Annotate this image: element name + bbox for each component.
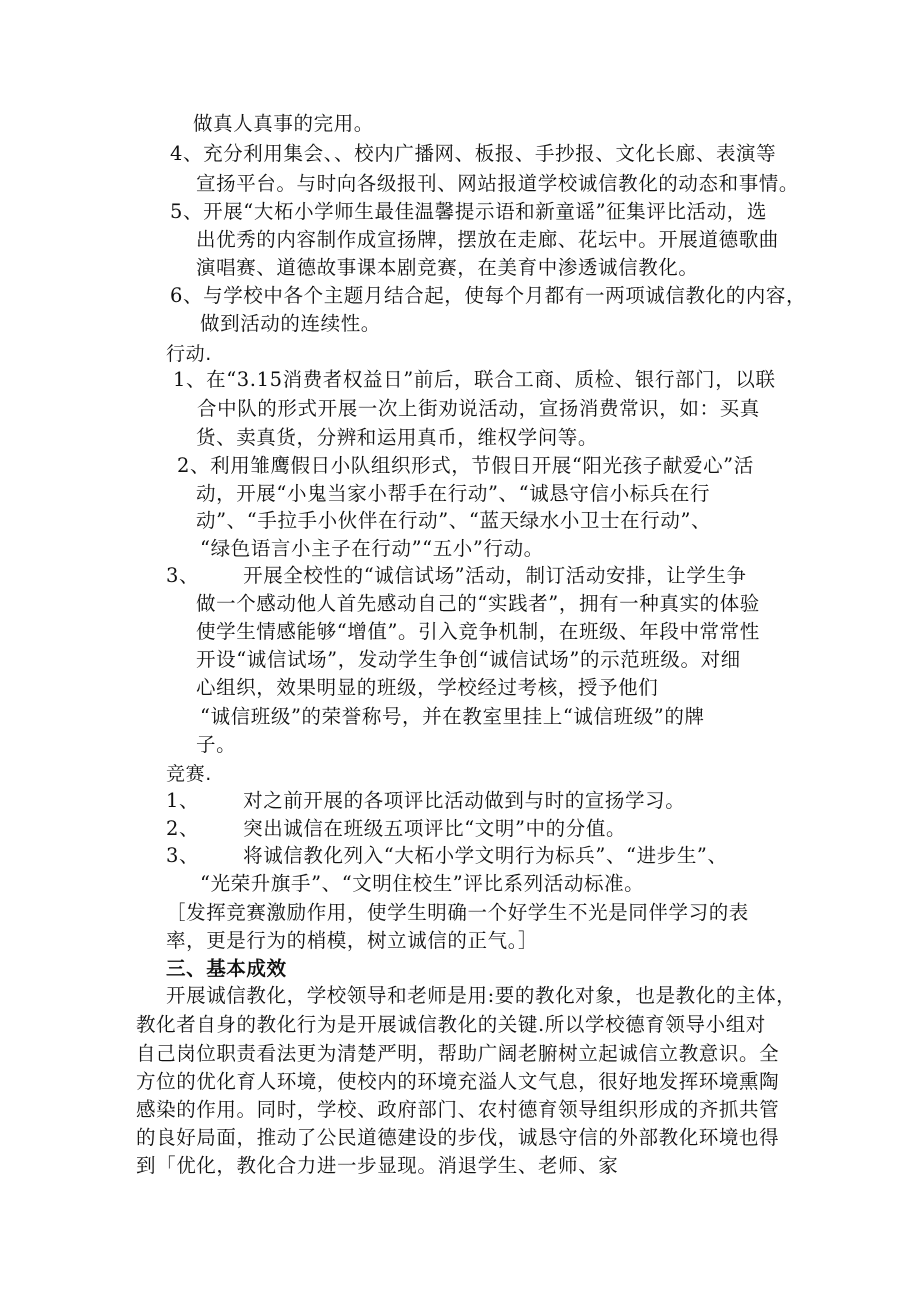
text-line: 宣扬平台。与时向各级报刊、网站报道学校诚信教化的动态和事情。	[196, 172, 800, 195]
section-heading-action: 行动.	[166, 343, 212, 365]
paragraph-line: 教化者自身的教化行为是开展诚信教化的关键.所以学校德育领导小组对	[136, 1013, 766, 1036]
text-line: 子。	[196, 733, 237, 756]
list-text: 将诚信教化列入“大柘小学文明行为标兵”、“进步生”、	[243, 844, 728, 867]
list-number: 1、	[166, 789, 200, 812]
text-line: 做真人真事的完用。	[193, 112, 374, 135]
text-line: “诚信班级”的荣誉称号，并在教室里挂上“诚信班级”的牌	[200, 705, 705, 728]
list-item-1: 1、在“3.15消费者权益日”前后，联合工商、质检、银行部门，以联	[173, 368, 776, 391]
text-line: 演唱赛、道德故事课本剧竞赛，在美育中渗透诚信教化。	[196, 256, 699, 279]
list-text: 对之前开展的各项评比活动做到与时的宣扬学习。	[243, 789, 686, 812]
paragraph-line: 的良好局面，推动了公民道德建设的步伐，诚恳守信的外部教化环境也得	[136, 1126, 780, 1149]
list-text: 开展全校性的“诚信试场”活动，制订活动安排，让学生争	[243, 564, 747, 587]
list-item-3	[166, 843, 728, 869]
text-line: 动”、“手拉手小伙伴在行动”、“蓝天绿水小卫士在行动”、	[196, 509, 712, 532]
text-line: 使学生情感能够“增值”。引入竞争机制，在班级、年段中常常性	[196, 620, 760, 643]
paragraph-line: 自己岗位职责看法更为清楚严明，帮助广阔老腑树立起诚信立教意识。全	[136, 1042, 780, 1065]
list-number: 3、	[166, 564, 200, 587]
text-line: 货、卖真货，分辨和运用真币，维权学问等。	[196, 426, 599, 449]
list-item-6: 6、与学校中各个主题月结合起，使每个月都有一两项诚信教化的内容，	[170, 284, 807, 307]
text-line: 做一个感动他人首先感动自己的“实践者”，拥有一种真实的体验	[196, 592, 760, 615]
text-line: 开设“诚信试场”，发动学生争创“诚信试场”的示范班级。对细	[196, 648, 741, 671]
list-item-3	[166, 563, 747, 589]
text-line: 合中队的形式开展一次上街劝说活动，宣扬消费常识，如：买真	[197, 397, 760, 420]
text-line: 做到活动的连续性。	[200, 312, 381, 335]
list-item-1	[166, 788, 685, 814]
paragraph-line: 到「优化，教化合力进一步显现。消退学生、老师、家	[136, 1154, 619, 1177]
list-item-2: 2、利用雏鹰假日小队组织形式，节假日开展“阳光孩子献爱心”活	[177, 454, 754, 477]
list-item-5: 5、开展“大柘小学师生最佳温馨提示语和新童谣”征集评比活动，选	[170, 200, 767, 223]
text-line: 出优秀的内容制作成宣扬牌，摆放在走廊、花坛中。开展道德歌曲	[196, 228, 779, 251]
section-heading-competition: 竞赛.	[166, 763, 212, 785]
list-text: 突出诚信在班级五项评比“文明”中的分值。	[243, 817, 627, 840]
text-line: 心组织，效果明显的班级，学校经过考核，授予他们	[196, 676, 659, 699]
paragraph-line: 方位的优化育人环境，使校内的环境充溢人文气息，很好地发挥环境熏陶	[136, 1070, 780, 1093]
paragraph-line: 感染的作用。同时，学校、政府部门、农村德育领导组织形成的齐抓共管	[136, 1098, 780, 1121]
text-line: “光荣升旗手”、“文明住校生”评比系列活动标准。	[200, 872, 645, 895]
paragraph-line: 开展诚信教化，学校领导和老师是用:要的教化对象，也是教化的主体，	[166, 984, 797, 1007]
section-heading-results: 三、基本成效	[166, 957, 287, 980]
list-item-4: 4、充分利用集会、、校内广播网、板报、手抄报、文化长廊、表演等	[170, 142, 777, 165]
list-number: 3、	[166, 844, 200, 867]
text-line: “绿色语言小主子在行动”“五小”行动。	[200, 537, 544, 560]
text-line: 动，开展“小鬼当家小帮手在行动”、“诚恳守信小标兵在行	[196, 482, 711, 505]
list-item-2	[166, 816, 626, 842]
bracket-note: ［发挥竞赛激励作用，使学生明确一个好学生不光是同伴学习的表	[166, 901, 749, 924]
text-line: 率，更是行为的梢模，树立诚信的正气。］	[166, 929, 539, 952]
list-number: 2、	[166, 817, 200, 840]
